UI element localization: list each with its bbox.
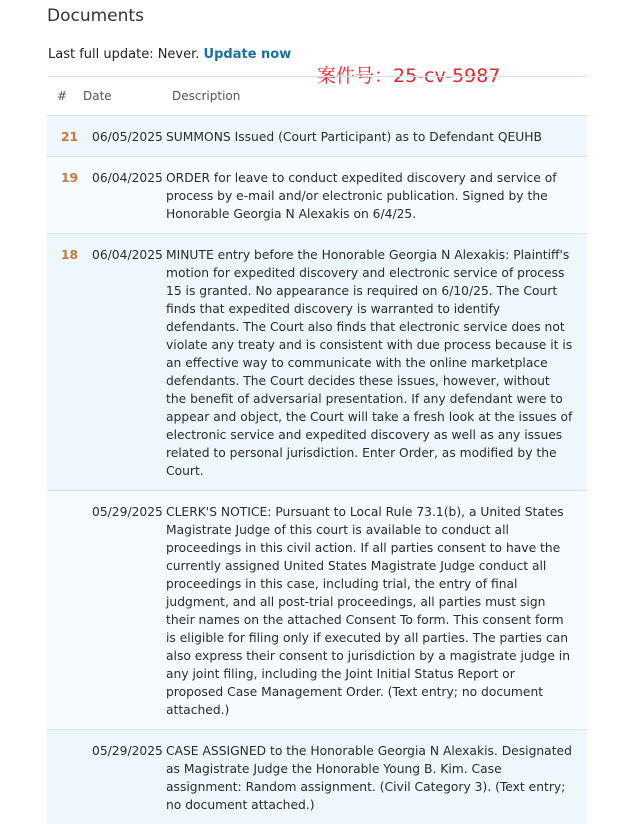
table-row [47, 490, 587, 729]
table-row [47, 156, 587, 233]
table-row [47, 233, 587, 490]
divider [48, 76, 587, 77]
last-update-line [48, 47, 291, 62]
entry-date: 06/04/2025 [92, 248, 163, 262]
entry-description: MINUTE entry before the Honorable Georgia N Alexakis: Plaintiff's motion for expedited discovery and electronic service of process 15 is granted. No appearance is required on 6/10/25. The Court finds that expedited discovery is warranted to identify defendants. The Court also finds that electronic service does not violate any treaty and is consistent with due process because it is an effective way to communicate with the online marketplace defendants. The Court decides these issues, however, without the benefit of adversarial presentation. If any defendant were to appear and object, the Court will take a fresh look at the issues of electronic service and expedited discovery as well as any issues related to personal jurisdiction. Enter Order, as modified by the Court. [166, 248, 573, 478]
section-title: Documents [47, 6, 144, 26]
entry-description: ORDER for leave to conduct expedited discovery and service of process by e-mail and/or electronic publication. Signed by the Honorable Georgia N Alexakis on 6/4/25. [166, 171, 557, 221]
entry-number[interactable]: 19 [61, 171, 79, 185]
table-row [47, 729, 587, 824]
entry-date: 06/05/2025 [92, 130, 163, 144]
docket-table [47, 115, 587, 824]
last-update-label: Last full update: Never. [48, 47, 200, 62]
entry-number[interactable]: 18 [61, 248, 79, 262]
entry-number[interactable]: 21 [61, 130, 79, 144]
entry-description: CLERK'S NOTICE: Pursuant to Local Rule 73.1(b), a United States Magistrate Judge of this court is available to conduct all proceedings in this civil action. If all parties consent to have the currently assigned United States Magistrate Judge conduct all proceedings in this case, including trial, the entry of final judgment, and all post-trial proceedings, all parties must sign their names on the attached Consent To form. This consent form is eligible for filing only if executed by all parties. The parties can also express their consent to jurisdiction by a magistrate judge in any joint filing, including the Joint Initial Status Report or proposed Case Management Order. (Text entry; no document attached.) [166, 505, 571, 717]
table-header [48, 86, 587, 110]
entry-date: 06/04/2025 [92, 171, 163, 185]
entry-description: SUMMONS Issued (Court Participant) as to Defendant QEUHB [166, 130, 542, 144]
entry-date: 05/29/2025 [92, 505, 163, 519]
case-number-stamp: 案件号：25-cv-5987 [317, 65, 501, 87]
header-description: Description [172, 89, 241, 103]
table-row [47, 115, 587, 156]
header-num: # [57, 89, 68, 103]
header-date: Date [83, 89, 112, 103]
entry-date: 05/29/2025 [92, 744, 163, 758]
update-now-link[interactable]: Update now [203, 47, 292, 62]
entry-description: CASE ASSIGNED to the Honorable Georgia N Alexakis. Designated as Magistrate Judge the Honorable Young B. Kim. Case assignment: Random assignment. (Civil Category 3). (Text entry; no document attached.) [166, 744, 572, 812]
